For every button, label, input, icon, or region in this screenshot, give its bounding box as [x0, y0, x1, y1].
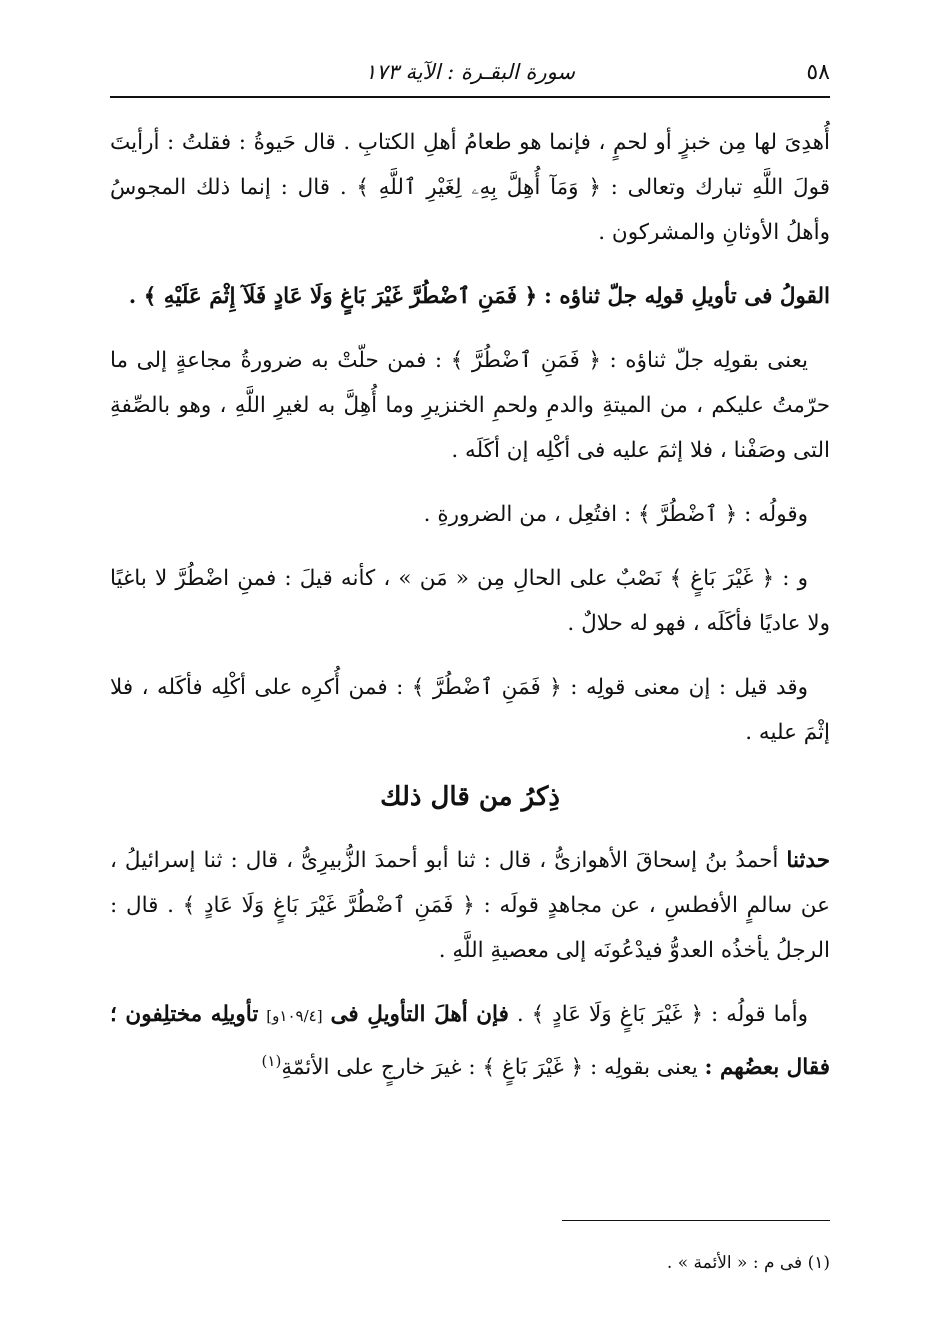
- paragraph-2: [110, 274, 830, 319]
- page-body: [110, 98, 830, 1090]
- hadith-lead: حدثنا: [786, 848, 830, 873]
- section-lead: القولُ فى تأويلِ قولِه جلّ ثناؤه :: [543, 284, 830, 309]
- paragraph-6: وقد قيل : إن معنى قولِه : ﴿ فَمَنِ ٱضْطُرَّ ﴾ : فمن أُكرِه على أكْلِه فأكَله ، فلا إثْمَ عليه .: [110, 675, 830, 745]
- hadith-text: أحمدُ بنُ إسحاقَ الأهوازىُّ ، قال : ثنا أبو أحمدَ الزُّبيرِىُّ ، قال : ثنا إسرائيلُ ، عن سالمٍ الأفطسِ ، عن مجاهدٍ قولَه : ﴿ فَمَنِ ٱضْطُرَّ غَيْرَ بَاغٍ وَلَا عَادٍ ﴾ . قال : الرجلُ يأخذُه العدوُّ فيدْعُونَه إلى معصيةِ اللَّهِ .: [110, 848, 830, 963]
- manuscript-ref: [١٠٩/٤و]: [266, 1007, 323, 1025]
- paragraph-7: [110, 838, 830, 973]
- paragraph-1: أُهدِىَ لها مِن خبزٍ أو لحمٍ ، فإنما هو طعامُ أهلِ الكتابِ . قال حَيوةُ : فقلتُ : أرأيتَ قولَ اللَّهِ تبارك وتعالى : ﴿ وَمَآ أُهِلَّ بِهِۦ لِغَيْرِ ٱللَّهِ ﴾ . قال : إنما ذلك المجوسُ وأهلُ الأوثانِ والمشركون .: [110, 130, 830, 245]
- footnote: (١) فى م : « الأئمة » .: [666, 1253, 830, 1273]
- section-heading: ذِكرُ من قال ذلك: [380, 782, 560, 812]
- paragraph-8: [110, 992, 830, 1090]
- page-number: ٥٨: [806, 60, 830, 85]
- para8-text-1: وأما قولُه : ﴿ غَيْرَ بَاغٍ وَلَا عَادٍ ﴾ .: [516, 1002, 809, 1027]
- running-title: سورة البقـرة : الآية ١٧٣: [364, 60, 576, 84]
- para8-text-2: يعنى بقولِه : ﴿ غَيْرَ بَاغٍ ﴾ : غيرَ خارجٍ على الأئمّةِ: [281, 1055, 698, 1081]
- paragraph-5: و : ﴿ غَيْرَ بَاغٍ ﴾ نَصْبٌ على الحالِ مِن « مَن » ، كأنه قيلَ : فمنِ اضْطُرَّ لا باغيًا ولا عاديًا فأكَلَه ، فهو له حلالٌ .: [110, 566, 830, 636]
- footnote-marker: (١): [261, 1052, 282, 1070]
- footnote-divider: [562, 1220, 830, 1221]
- para8-bold-1: فإن أهلَ التأويلِ فى: [330, 1002, 509, 1027]
- para8-bold-2: تأويلِه مختلِفون ؛ فقال بعضُهم :: [110, 1002, 830, 1081]
- quran-verse: ﴿ فَمَنِ ٱضْطُرَّ غَيْرَ بَاغٍ وَلَا عَادٍ فَلَآ إِثْمَ عَلَيْهِ ﴾ .: [128, 284, 538, 309]
- book-page: [110, 52, 830, 1302]
- page-header: [110, 52, 830, 98]
- paragraph-4: وقولُه : ﴿ ٱضْطُرَّ ﴾ : افتُعِل ، من الضرورةِ .: [423, 502, 808, 527]
- paragraph-3: يعنى بقولِه جلّ ثناؤه : ﴿ فَمَنِ ٱضْطُرَّ ﴾ : فمن حلّتْ به ضرورةُ مجاعةٍ إلى ما حرّمتُ عليكم ، من الميتةِ والدمِ ولحمِ الخنزيرِ وما أُهِلَّ به لغيرِ اللَّهِ ، وهو بالصِّفةِ التى وصَفْنا ، فلا إثمَ عليه فى أكْلِه إن أكَلَه .: [110, 348, 830, 463]
